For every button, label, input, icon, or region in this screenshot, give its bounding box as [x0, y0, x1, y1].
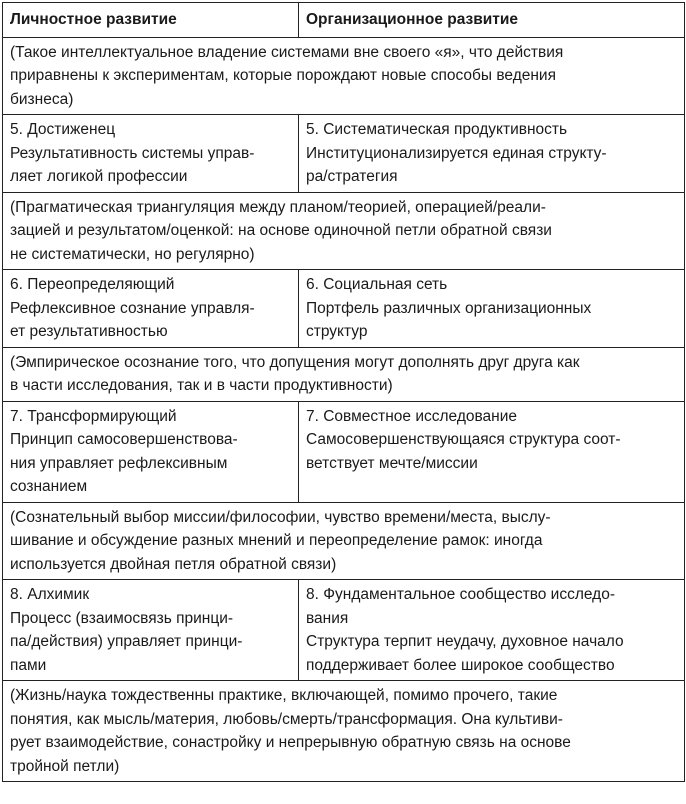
transition-row [3, 502, 685, 580]
transition-row [3, 681, 685, 782]
text-line: рует взаимодействие, сонастройку и непрерывную обратную связь на основе [10, 734, 571, 751]
table-body [3, 37, 685, 782]
text-line: Самосовершенствующаяся структура соот- [306, 431, 621, 448]
transition-note [3, 502, 685, 580]
text-line: (Жизнь/наука тождественны практике, включающей, помимо прочего, такие [10, 687, 558, 704]
text-line: ра/стратегия [306, 168, 398, 185]
transition-note [3, 192, 685, 270]
stage-row [3, 270, 685, 348]
text-line: ветствует мечте/миссии [306, 454, 478, 472]
text-line: (Эмпирическое осознание того, что допущения могут дополнять друг друга как [10, 353, 580, 371]
text-line: тройной петли) [10, 757, 120, 775]
transition-row [3, 347, 685, 401]
text-line: Принцип самосовершенствова- [10, 431, 238, 448]
text-line: пами [10, 656, 47, 674]
text-line: бизнеса) [10, 90, 74, 108]
personal-stage-cell [3, 580, 299, 681]
transition-note [3, 681, 685, 782]
text-line: не систематически, но регулярно) [10, 245, 255, 263]
text-line: (Прагматическая триангуляция между планом/теорией, операцией/реали- [10, 198, 546, 216]
organizational-stage-cell [299, 115, 685, 193]
stage-title: 6. Переопределяющий [10, 276, 175, 293]
text-line: ет результативностью [10, 323, 168, 340]
header-row [3, 3, 685, 38]
text-line: (Такое интеллектуальное владение системами вне своего «я», что действия [10, 43, 564, 61]
stage-title: 8. Фундаментальное сообщество исследо- [306, 586, 615, 603]
text-line: сознанием [10, 478, 88, 495]
organizational-stage-cell [299, 270, 685, 348]
transition-row [3, 37, 685, 115]
development-stages-table [2, 2, 685, 782]
text-line: приравнены к экспериментам, которые порождают новые способы ведения [10, 67, 556, 84]
text-line: (Сознательный выбор миссии/философии, чувство времени/места, выслу- [10, 508, 551, 526]
text-line: ния управляет рефлексивным [10, 454, 228, 472]
text-line: шивание и обсуждение разных мнений и переопределение рамок: иногда [10, 532, 543, 549]
text-line: в части исследования, так и в части продуктивности) [10, 377, 393, 394]
text-line: Рефлексивное сознание управля- [10, 299, 255, 317]
personal-stage-cell [3, 270, 299, 348]
stage-row [3, 580, 685, 681]
header-personal-development: Личностное развитие [3, 3, 299, 38]
text-line: па/действия) управляет принци- [10, 633, 243, 650]
text-line: зацией и результатом/оценкой: на основе одиночной петли обратной связи [10, 222, 552, 239]
text-line: Результативность системы управ- [10, 144, 255, 162]
text-line: Структура терпит неудачу, духовное начало [306, 633, 624, 650]
transition-note [3, 37, 685, 115]
personal-stage-cell [3, 115, 299, 193]
stage-title: 8. Алхимик [10, 586, 90, 603]
transition-note [3, 347, 685, 401]
text-line: вания [306, 609, 349, 627]
transition-row [3, 192, 685, 270]
stage-title: 7. Трансформирующий [10, 407, 177, 425]
text-line: Институционализируется единая структу- [306, 144, 607, 162]
organizational-stage-cell [299, 580, 685, 681]
text-line: ляет логикой профессии [10, 168, 188, 185]
text-line: структур [306, 323, 368, 340]
stage-title: 6. Социальная сеть [306, 276, 448, 293]
stage-title: 7. Совместное исследование [306, 407, 518, 425]
text-line: поддерживает более широкое сообщество [306, 656, 615, 674]
stage-title: 5. Достиженец [10, 121, 116, 138]
personal-stage-cell [3, 401, 299, 502]
organizational-stage-cell [299, 401, 685, 502]
stage-row [3, 115, 685, 193]
stage-title: 5. Систематическая продуктивность [306, 121, 568, 138]
text-line: Процесс (взаимосвязь принци- [10, 609, 234, 627]
text-line: Портфель различных организационных [306, 299, 592, 317]
text-line: используется двойная петля обратной связи) [10, 555, 337, 573]
header-organizational-development: Организационное развитие [299, 3, 685, 38]
text-line: понятия, как мысль/материя, любовь/смерть/трансформация. Она культиви- [10, 710, 563, 728]
stage-row [3, 401, 685, 502]
